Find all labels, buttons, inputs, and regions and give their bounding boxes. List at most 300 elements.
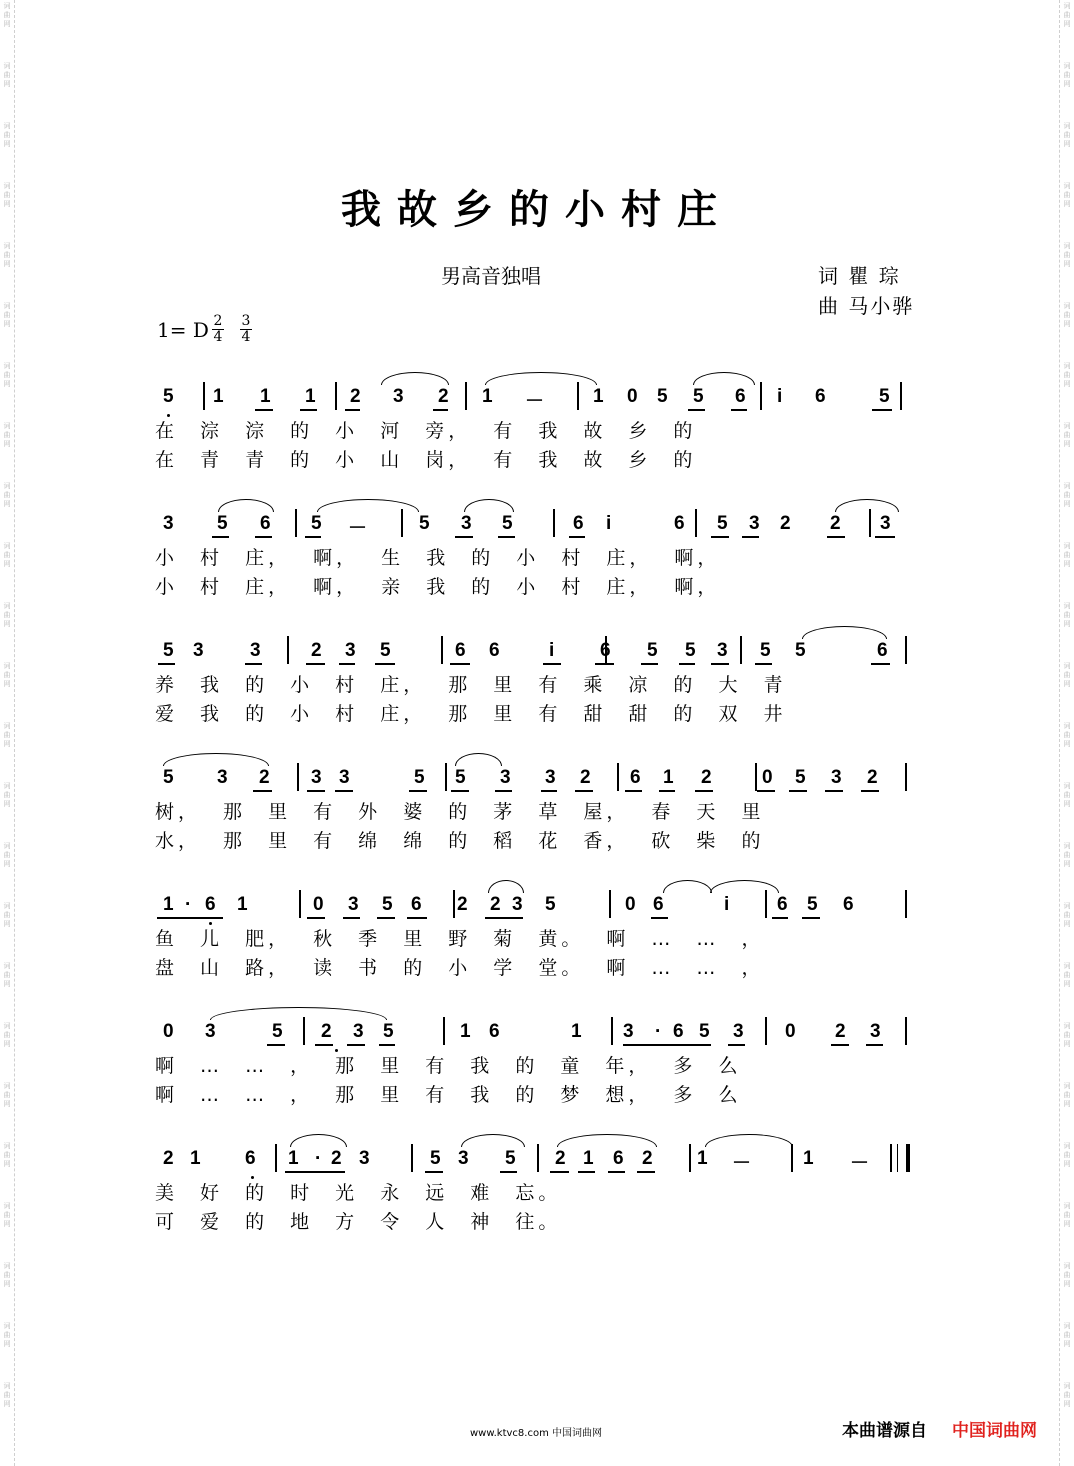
note: 2 <box>701 767 712 788</box>
beam-underline <box>550 1171 569 1173</box>
barline <box>765 1017 767 1045</box>
note: i <box>549 640 555 661</box>
watermark-mark: 词 曲 网 <box>1063 422 1071 448</box>
note: 3 <box>345 640 356 661</box>
note: 2 <box>331 1148 342 1169</box>
tie-slur <box>710 880 779 893</box>
barline <box>617 763 619 791</box>
watermark-mark: 词 曲 网 <box>3 362 11 388</box>
beam-underline <box>875 536 895 538</box>
watermark-mark: 词 曲 网 <box>3 662 11 688</box>
note: 6 <box>260 513 271 534</box>
note: 5 <box>163 767 174 788</box>
lyrics-verse-2: 小 村 庄， 啊， 亲 我 的 小 村 庄， 啊， <box>155 576 721 598</box>
note: 3 <box>193 640 204 661</box>
beam-underline <box>311 1171 327 1173</box>
note: · <box>185 894 192 915</box>
note: 6 <box>245 1148 256 1169</box>
note: 3 <box>458 1148 469 1169</box>
barline <box>287 636 289 664</box>
note: 3 <box>831 767 842 788</box>
note: 3 <box>733 1021 744 1042</box>
score-system-6 <box>155 1013 915 1113</box>
note: 5 <box>879 386 890 407</box>
note: 5 <box>311 513 322 534</box>
barline <box>605 636 607 664</box>
tie-slur <box>488 880 524 893</box>
beam-underline <box>455 536 473 538</box>
barline <box>609 890 611 918</box>
beam-underline <box>569 536 585 538</box>
note: 5 <box>545 894 556 915</box>
tie-slur <box>705 1134 793 1147</box>
note: 5 <box>430 1148 441 1169</box>
watermark-mark: 词 曲 网 <box>1063 302 1071 328</box>
watermark-mark: 词 曲 网 <box>3 482 11 508</box>
beam-underline <box>871 663 890 665</box>
lyrics-verse-2: 可 爱 的 地 方 令 人 神 往。 <box>155 1211 562 1233</box>
beam-underline <box>731 409 747 411</box>
score-system-2 <box>155 505 915 605</box>
barline <box>295 509 297 537</box>
note: 2 <box>835 1021 846 1042</box>
note: 2 <box>780 513 791 534</box>
watermark-mark: 词 曲 网 <box>1063 1142 1071 1168</box>
lyrics-verse-1: 在 淙 淙 的 小 河 旁， 有 我 故 乡 的 <box>155 420 697 442</box>
barline <box>275 1144 277 1172</box>
barline <box>297 763 299 791</box>
watermark-mark: 词 曲 网 <box>3 962 11 988</box>
note: 1 <box>213 386 224 407</box>
watermark-mark: 词 曲 网 <box>1063 1082 1071 1108</box>
watermark-mark: 词 曲 网 <box>3 782 11 808</box>
note: 5 <box>807 894 818 915</box>
tie-slur <box>464 499 514 512</box>
note: 5 <box>657 386 668 407</box>
lyrics-verse-1: 养 我 的 小 村 庄， 那 里 有 乘 凉 的 大 青 <box>155 674 787 696</box>
beam-underline <box>728 1044 745 1046</box>
barline <box>453 890 455 918</box>
watermark-mark: 词 曲 网 <box>1063 242 1071 268</box>
tie-slur <box>802 626 887 639</box>
beam-underline <box>498 536 515 538</box>
tie-slur <box>381 372 449 385</box>
note: 3 <box>339 767 350 788</box>
final-barline <box>897 1144 910 1172</box>
barline <box>465 382 467 410</box>
beam-underline <box>307 917 325 919</box>
note: 1 <box>571 1021 582 1042</box>
barline <box>791 1144 793 1172</box>
song-title: 我故乡的小村庄 <box>341 186 733 233</box>
note: － <box>348 518 368 539</box>
beam-underline <box>595 663 614 665</box>
note: 2 <box>830 513 841 534</box>
barline <box>905 890 907 918</box>
barline <box>890 1144 892 1172</box>
note: 6 <box>630 767 641 788</box>
note: 1 <box>163 894 174 915</box>
beam-underline <box>711 536 729 538</box>
note: 5 <box>383 1021 394 1042</box>
barline <box>401 509 403 537</box>
note: 5 <box>419 513 430 534</box>
watermark-mark: 词 曲 网 <box>3 542 11 568</box>
note: 5 <box>217 513 228 534</box>
beam-underline <box>158 663 175 665</box>
note: 0 <box>762 767 773 788</box>
beam-underline <box>255 536 272 538</box>
watermark-mark: 词 曲 网 <box>3 242 11 268</box>
beam-underline <box>625 790 642 792</box>
barline <box>537 1144 539 1172</box>
note: i <box>777 386 783 407</box>
note: 0 <box>625 894 636 915</box>
barline <box>695 509 697 537</box>
watermark-mark: 词 曲 网 <box>3 1022 11 1048</box>
note: 6 <box>613 1148 624 1169</box>
note: 1 <box>190 1148 201 1169</box>
note: 1 <box>663 767 674 788</box>
note: 1 <box>803 1148 814 1169</box>
score-system-7 <box>155 1140 915 1240</box>
beam-underline <box>375 663 395 665</box>
note: 6 <box>843 894 854 915</box>
note: 3 <box>749 513 760 534</box>
note: 0 <box>627 386 638 407</box>
barline <box>577 382 579 410</box>
note: 6 <box>573 513 584 534</box>
barline <box>905 1017 907 1045</box>
watermark-mark: 词 曲 网 <box>1063 1322 1071 1348</box>
lyrics-verse-1: 美 好 的 时 光 永 远 难 忘。 <box>155 1182 562 1204</box>
watermark-mark: 词 曲 网 <box>1063 722 1071 748</box>
beam-underline <box>872 409 892 411</box>
beam-underline <box>695 790 713 792</box>
note: 3 <box>250 640 261 661</box>
note: 6 <box>673 1021 684 1042</box>
beam-underline <box>831 1044 849 1046</box>
note: 6 <box>653 894 664 915</box>
note: 1 <box>583 1148 594 1169</box>
note: 3 <box>353 1021 364 1042</box>
beam-underline <box>451 790 469 792</box>
beam-underline <box>306 663 325 665</box>
watermark-mark: 词 曲 网 <box>3 722 11 748</box>
beam-underline <box>300 409 317 411</box>
tie-slur <box>210 1007 387 1020</box>
beam-underline <box>694 1044 711 1046</box>
barline <box>765 890 767 918</box>
barline <box>203 382 205 410</box>
lyrics-verse-2: 爱 我 的 小 村 庄， 那 里 有 甜 甜 的 双 井 <box>155 703 787 725</box>
tie-slur <box>693 372 755 385</box>
barline <box>905 763 907 791</box>
note: · <box>655 1021 662 1042</box>
beam-underline <box>450 663 470 665</box>
watermark-mark: 词 曲 网 <box>1063 2 1071 28</box>
barline <box>443 1017 445 1045</box>
beam-underline <box>827 536 845 538</box>
tie-slur <box>485 372 597 385</box>
note: 6 <box>489 640 500 661</box>
beam-underline <box>742 536 759 538</box>
beam-underline <box>543 663 561 665</box>
beam-underline <box>608 1171 625 1173</box>
beam-underline <box>825 790 843 792</box>
watermark-mark: 词 曲 网 <box>3 182 11 208</box>
beam-underline <box>495 790 512 792</box>
watermark-mark: 词 曲 网 <box>1063 1262 1071 1288</box>
tie-slur <box>835 499 899 512</box>
barline <box>611 1017 613 1045</box>
footer-source-name: 中国词曲网 <box>952 1421 1037 1441</box>
watermark-mark: 词 曲 网 <box>3 1322 11 1348</box>
beam-underline <box>649 1044 665 1046</box>
note: i <box>606 513 612 534</box>
note: 3 <box>393 386 404 407</box>
barline <box>869 509 871 537</box>
note: 5 <box>647 640 658 661</box>
note: 6 <box>735 386 746 407</box>
note: 5 <box>414 767 425 788</box>
beam-underline <box>861 790 879 792</box>
note: 5 <box>380 640 391 661</box>
watermark-mark: 词 曲 网 <box>3 1082 11 1108</box>
note: 1 <box>288 1148 299 1169</box>
note: 1 <box>260 386 271 407</box>
note: 6 <box>411 894 422 915</box>
note: 2 <box>350 386 361 407</box>
note: 3 <box>359 1148 370 1169</box>
beam-underline <box>343 917 360 919</box>
note: 5 <box>502 513 513 534</box>
barline <box>335 382 337 410</box>
tie-slur <box>663 880 712 893</box>
beam-underline <box>267 1044 285 1046</box>
watermark-mark: 词 曲 网 <box>3 1202 11 1228</box>
note: 2 <box>457 894 468 915</box>
beam-underline <box>541 790 557 792</box>
watermark-mark: 词 曲 网 <box>1063 1202 1071 1228</box>
barline <box>900 382 902 410</box>
note: 5 <box>163 640 174 661</box>
score-system-4 <box>155 759 915 859</box>
lyrics-verse-2: 在 青 青 的 小 山 岗， 有 我 故 乡 的 <box>155 449 697 471</box>
note: 5 <box>272 1021 283 1042</box>
note: 3 <box>348 894 359 915</box>
note: 5 <box>795 640 806 661</box>
beam-underline <box>253 790 272 792</box>
tie-slur <box>163 753 269 766</box>
note: 3 <box>500 767 511 788</box>
beam-underline <box>305 536 321 538</box>
note: 2 <box>163 1148 174 1169</box>
note: 6 <box>777 894 788 915</box>
watermark-mark: 词 曲 网 <box>3 122 11 148</box>
watermark-mark: 词 曲 网 <box>3 302 11 328</box>
key-signature: 1= D <box>157 318 209 342</box>
note: － <box>525 391 545 412</box>
beam-underline <box>651 917 668 919</box>
note: 5 <box>717 513 728 534</box>
watermark-mark: 词 曲 网 <box>3 602 11 628</box>
beam-underline <box>641 663 658 665</box>
beam-underline <box>255 409 273 411</box>
lyrics-verse-2: 水， 那 里 有 绵 绵 的 稻 花 香， 砍 柴 的 <box>155 830 765 852</box>
note: 1 <box>482 386 493 407</box>
watermark-mark: 词 曲 网 <box>1063 542 1071 568</box>
beam-underline <box>757 790 775 792</box>
note: 3 <box>880 513 891 534</box>
barline <box>411 1144 413 1172</box>
note: 2 <box>321 1021 332 1042</box>
note: － <box>732 1153 752 1174</box>
watermark-mark: 词 曲 网 <box>1063 362 1071 388</box>
lyrics-verse-1: 小 村 庄， 啊， 生 我 的 小 村 庄， 啊， <box>155 547 721 569</box>
tie-slur <box>290 1134 347 1147</box>
note: 5 <box>693 386 704 407</box>
note: 3 <box>717 640 728 661</box>
watermark-mark: 词 曲 网 <box>1063 182 1071 208</box>
note: 6 <box>489 1021 500 1042</box>
barline <box>905 636 907 664</box>
beam-underline <box>157 917 223 919</box>
beam-underline <box>659 790 675 792</box>
barline <box>303 1017 305 1045</box>
composer-credit: 曲 马小骅 <box>818 294 915 318</box>
watermark-mark: 词 曲 网 <box>1063 1382 1071 1408</box>
note: 6 <box>455 640 466 661</box>
barline <box>689 1144 691 1172</box>
note: 1 <box>593 386 604 407</box>
footer-source-label: 本曲谱源自 <box>842 1421 927 1441</box>
watermark-mark: 词 曲 网 <box>3 842 11 868</box>
note: 2 <box>642 1148 653 1169</box>
footer-site: www.ktvc8.com 中国词曲网 <box>470 1428 603 1439</box>
note: 6 <box>674 513 685 534</box>
beam-underline <box>637 1171 655 1173</box>
note: 2 <box>580 767 591 788</box>
beam-underline <box>711 663 729 665</box>
lyrics-verse-2: 盘 山 路， 读 书 的 小 学 堂。 啊 … … ， <box>155 957 765 979</box>
beam-underline <box>379 1044 395 1046</box>
watermark-mark: 词 曲 网 <box>3 1142 11 1168</box>
note: 5 <box>685 640 696 661</box>
barline <box>760 382 762 410</box>
watermark-mark: 词 曲 网 <box>3 62 11 88</box>
lyrics-verse-1: 树， 那 里 有 外 婆 的 茅 草 屋， 春 天 里 <box>155 801 765 823</box>
watermark-mark: 词 曲 网 <box>3 1382 11 1408</box>
note: 3 <box>205 1021 216 1042</box>
note: 2 <box>259 767 270 788</box>
note: 3 <box>623 1021 634 1042</box>
note: 3 <box>870 1021 881 1042</box>
watermark-mark: 词 曲 网 <box>1063 482 1071 508</box>
note: 0 <box>785 1021 796 1042</box>
tie-slur <box>218 499 274 512</box>
watermark-mark: 词 曲 网 <box>3 1262 11 1288</box>
note: 2 <box>867 767 878 788</box>
watermark-mark: 词 曲 网 <box>1063 962 1071 988</box>
beam-underline <box>802 917 820 919</box>
barline <box>740 636 742 664</box>
beam-underline <box>407 917 427 919</box>
note: 3 <box>545 767 556 788</box>
note: 1 <box>460 1021 471 1042</box>
note: 1 <box>697 1148 708 1169</box>
note: 3 <box>163 513 174 534</box>
note: 3 <box>217 767 228 788</box>
beam-underline <box>500 1171 517 1173</box>
note: 5 <box>455 767 466 788</box>
note: 3 <box>512 894 523 915</box>
note: 5 <box>795 767 806 788</box>
note: i <box>724 894 730 915</box>
barline <box>755 763 757 791</box>
tie-slur <box>461 1134 525 1147</box>
note: 5 <box>760 640 771 661</box>
subtitle: 男高音独唱 <box>441 264 541 288</box>
beam-underline <box>755 663 772 665</box>
beam-underline <box>315 1044 333 1046</box>
time-signature-2-4: 2 4 <box>213 313 223 345</box>
tie-slur <box>317 499 419 512</box>
beam-underline <box>409 790 427 792</box>
barline <box>445 763 447 791</box>
note: 6 <box>877 640 888 661</box>
watermark-mark: 词 曲 网 <box>3 902 11 928</box>
note: 3 <box>461 513 472 534</box>
lyrics-verse-1: 鱼 儿 肥， 秋 季 里 野 菊 黄。 啊 … … ， <box>155 928 765 950</box>
watermark-mark: 词 曲 网 <box>1063 902 1071 928</box>
beam-underline <box>377 917 395 919</box>
watermark-mark: 词 曲 网 <box>3 422 11 448</box>
time-signature-3-4: 3 4 <box>241 313 251 345</box>
lyrics-verse-2: 啊 … … ， 那 里 有 我 的 梦 想， 多 么 <box>155 1084 742 1106</box>
note: 6 <box>205 894 216 915</box>
note: 6 <box>600 640 611 661</box>
beam-underline <box>772 917 788 919</box>
tie-slur <box>557 1134 657 1147</box>
note: 2 <box>438 386 449 407</box>
watermark-mark: 词 曲 网 <box>1063 662 1071 688</box>
barline <box>553 509 555 537</box>
beam-underline <box>345 409 360 411</box>
beam-underline <box>307 790 325 792</box>
beam-underline <box>575 790 593 792</box>
beam-underline <box>679 663 695 665</box>
note: 5 <box>163 386 174 407</box>
note: 1 <box>237 894 248 915</box>
score-system-1 <box>155 378 915 478</box>
beam-underline <box>433 409 448 411</box>
beam-underline <box>245 663 262 665</box>
beam-underline <box>485 917 523 919</box>
watermark-mark: 词 曲 网 <box>1063 782 1071 808</box>
beam-underline <box>212 536 229 538</box>
note: 5 <box>505 1148 516 1169</box>
beam-underline <box>578 1171 595 1173</box>
beam-underline <box>789 790 807 792</box>
barline <box>441 636 443 664</box>
watermark-mark: 词 曲 网 <box>1063 1022 1071 1048</box>
tie-slur <box>455 753 502 766</box>
note: 0 <box>163 1021 174 1042</box>
watermark-mark: 词 曲 网 <box>1063 122 1071 148</box>
note: 2 <box>311 640 322 661</box>
lyrics-verse-1: 啊 … … ， 那 里 有 我 的 童 年， 多 么 <box>155 1055 742 1077</box>
